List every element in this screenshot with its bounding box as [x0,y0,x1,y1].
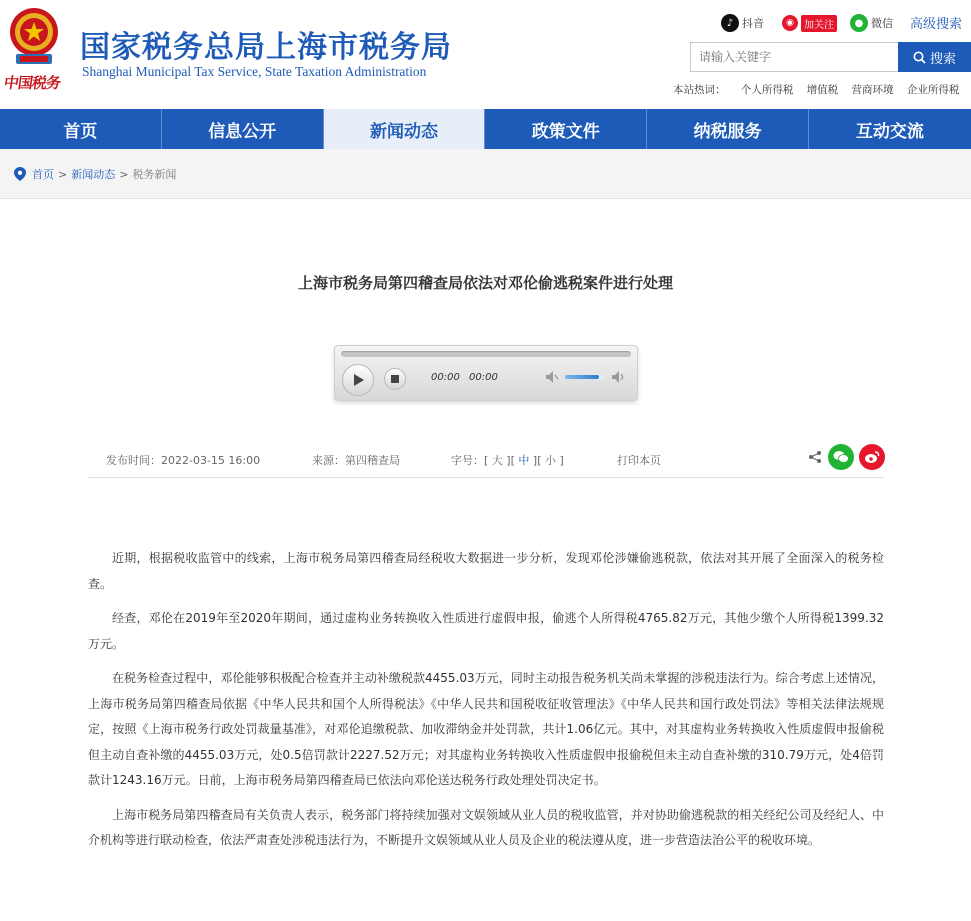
article-paragraph: 近期，根据税收监管中的线索，上海市税务局第四稽查局经税收大数据进一步分析，发现邓伦涉嫌偷逃税款，依法对其开展了全面深入的税务检查。 [88,551,884,591]
hot-word-link[interactable]: 营商环境 [851,84,894,96]
font-size-control [451,452,564,468]
article-paragraph: 在税务检查过程中，邓伦能够积极配合检查并主动补缴税款4455.03万元，同时主动报告税务机关尚未掌握的涉税违法行为。综合考虑上述情况，上海市税务局第四稽查局依据《中华人民共和国个人所得税法》《中华人民共和国税收征收管理法》《中华人民共和国行政处罚法》等相关法律法规规定，按照《上海市税务行政处罚裁量基准》，对邓伦追缴税款、加收滞纳金并处罚款，共计1.06亿元。其中，对其虚构业务转换收入性质虚假申报偷税但主动自查补缴的4455.03万元，处0.5倍罚款计2227.52万元；对其虚构业务转换收入性质虚假申报偷税但未主动自查补缴的310.79万元，处4倍罚款计1243.16万元。日前，上海市税务局第四稽查局已依法向邓伦送达税务行政处理处罚决定书。 [88,671,884,787]
bracket: [ [537,454,542,467]
search-icon [913,51,926,64]
volume-mute-icon[interactable] [545,370,559,384]
bracket: [ [484,454,489,467]
audio-player [334,345,638,401]
article-paragraph: 上海市税务局第四稽查局有关负责人表示，税务部门将持续加强对文娱领域从业人员的税收监管，并对协助偷逃税款的相关经纪公司及经纪人、中介机构等进行联动检查，依法严肃查处涉税违法行为，不断提升文娱领域从业人员及企业的税法遵从度，进一步营造法治公平的税收环境。 [88,807,884,847]
site-title[interactable]: 国家税务总局上海市税务局 [80,30,452,65]
bracket: ] [559,454,564,467]
font-size-medium[interactable]: 中 [518,454,530,467]
audio-progress-track[interactable] [341,351,631,357]
volume-slider[interactable] [565,375,605,379]
hot-words-label: 本站热词： [673,84,726,96]
nav-item-news[interactable]: 新闻动态 [324,109,486,149]
article-meta [0,450,971,470]
breadcrumb-news[interactable]: 新闻动态 [71,168,116,181]
font-size-label: 字号： [451,454,484,467]
hot-word-link[interactable]: 个人所得税 [740,84,794,96]
nav-item-policy-documents[interactable]: 政策文件 [485,109,647,149]
meta-divider [88,477,884,478]
tiktok-icon: ♪ [721,14,739,32]
hot-word-link[interactable]: 增值税 [806,84,839,96]
search-button[interactable] [898,42,971,72]
advanced-search-link[interactable]: 高级搜索 [910,17,963,32]
nav-item-interaction[interactable]: 互动交流 [855,121,924,142]
play-button[interactable] [342,364,374,396]
volume-fill [565,375,599,379]
china-tax-logo-text: 中国税务 [2,74,62,92]
share-icon[interactable] [808,450,822,464]
bracket: ] [532,454,538,467]
bracket: ] [506,454,511,467]
weibo-icon [864,450,880,464]
publish-date: 发布时间：2022-03-15 16:00 [106,454,261,467]
location-pin-icon [14,167,26,181]
weibo-follow-link[interactable] [782,12,837,34]
tiktok-label: 抖音 [742,17,764,30]
breadcrumb-home[interactable]: 首页 [32,168,54,181]
article-paragraph: 经查，邓伦在2019年至2020年期间，通过虚构业务转换收入性质进行虚假申报，偷逃个人所得税4765.82万元，其他少缴个人所得税1399.32万元。 [88,611,884,651]
wechat-icon: ● [850,14,868,32]
current-time: 00:00 [431,372,460,383]
print-page-link[interactable]: 打印本页 [617,454,661,467]
duration: 00:00 [469,372,498,383]
breadcrumb-separator: > [58,167,68,181]
wechat-label: 微信 [871,17,893,30]
hot-word-link[interactable]: 企业所得税 [906,84,960,96]
search-button-label: 搜索 [929,51,956,67]
nav-item-taxpayer-service[interactable]: 纳税服务 [647,109,809,149]
article-source: 来源：第四稽查局 [312,454,400,467]
play-icon [352,374,364,386]
tiktok-link[interactable] [721,12,764,34]
wechat-link[interactable] [850,12,893,34]
weibo-follow-label: 加关注 [801,15,837,32]
search-input[interactable] [690,42,898,72]
stop-button[interactable] [384,368,406,390]
hot-words [673,82,969,97]
article-body [88,546,884,863]
breadcrumb-current: 税务新闻 [132,168,177,181]
main-nav [0,109,971,149]
volume-max-icon[interactable] [611,370,625,384]
share-wechat-button[interactable] [828,444,854,470]
tax-emblem-icon[interactable] [6,6,62,68]
share-weibo-button[interactable] [859,444,885,470]
breadcrumb-separator: > [119,167,129,181]
site-subtitle: Shanghai Municipal Tax Service, State Taxation Administration [82,64,427,79]
breadcrumb [14,166,176,182]
breadcrumb-bar [0,149,971,199]
font-size-small[interactable]: 小 [544,454,556,467]
site-header [0,0,971,108]
nav-item-info-disclosure[interactable]: 信息公开 [162,109,324,149]
article-title: 上海市税务局第四稽查局依法对邓伦偷逃税案件进行处理 [297,274,673,292]
stop-icon [391,375,399,383]
nav-item-home[interactable]: 首页 [0,109,162,149]
wechat-icon [833,450,849,464]
weibo-icon: ◉ [782,15,798,31]
font-size-large[interactable]: 大 [491,454,503,467]
bracket: [ [510,454,515,467]
